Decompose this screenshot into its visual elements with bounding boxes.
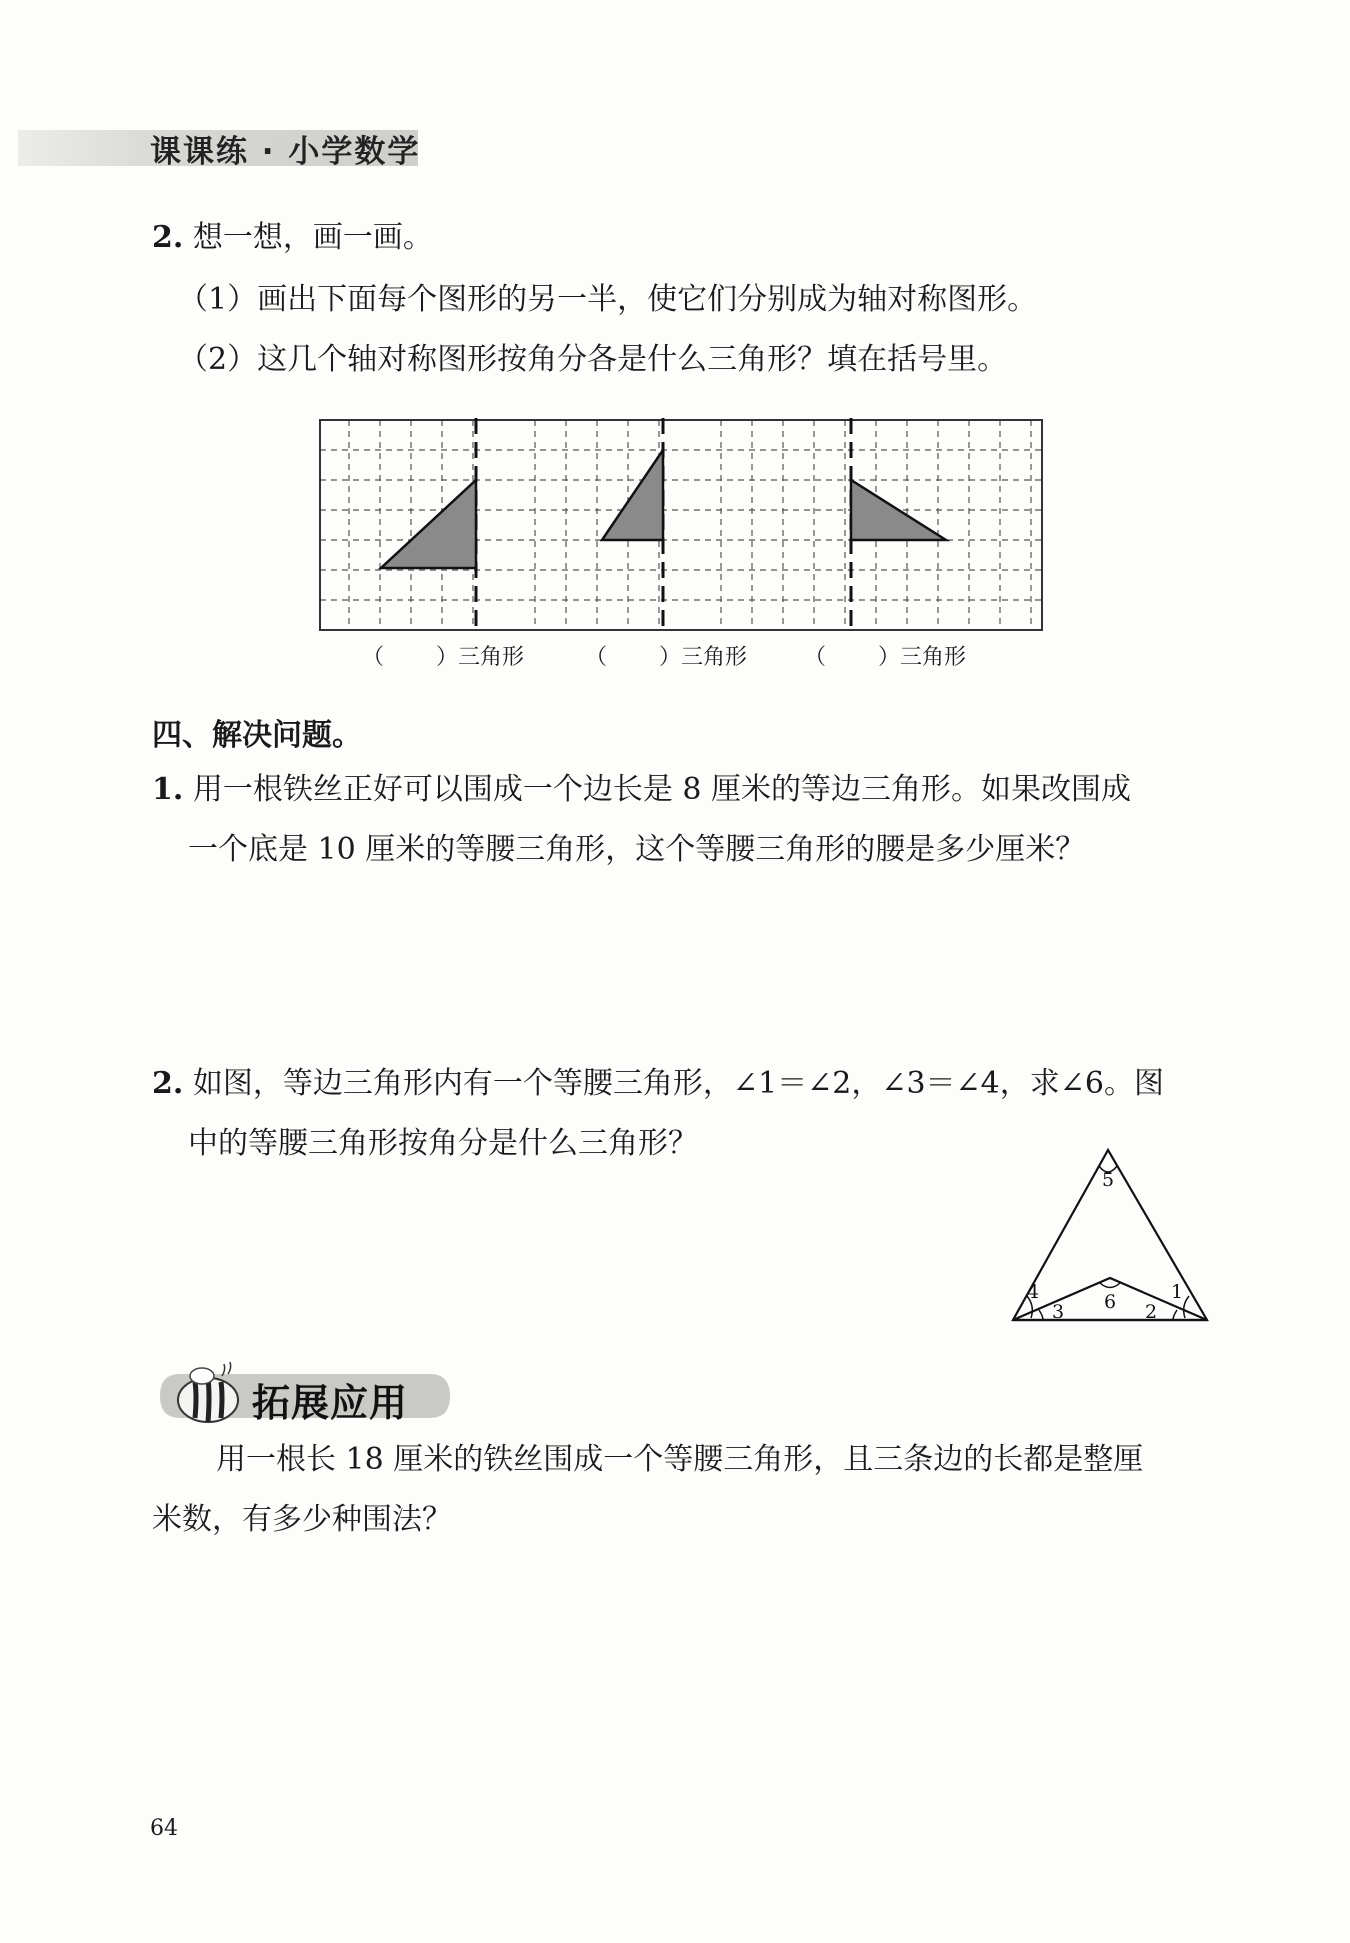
extension-line2: 米数，有多少种围法？	[152, 1502, 452, 1537]
section-4-title: 四、解决问题。	[152, 718, 362, 753]
triangle-diagram	[1005, 1140, 1219, 1326]
problem-2-line1: 2. 如图，等边三角形内有一个等腰三角形，∠1＝∠2，∠3＝∠4，求∠6。图	[152, 1066, 1164, 1101]
problem-1-line2: 一个底是 10 厘米的等腰三角形，这个等腰三角形的腰是多少厘米？	[188, 832, 1086, 867]
half-triangle-1	[381, 480, 476, 568]
problem-1-number: 1.	[152, 772, 184, 807]
q2-part2: （2）这几个轴对称图形按角分各是什么三角形？填在括号里。	[178, 342, 1008, 377]
half-triangle-3	[851, 480, 946, 540]
angle-label-3: 3	[1052, 1301, 1065, 1323]
arc-6	[1100, 1283, 1120, 1288]
arc-2	[1173, 1310, 1177, 1320]
answer-blank-1[interactable]: （ ）三角形	[362, 645, 525, 670]
header-title: 课课练 · 小学数学	[150, 134, 421, 170]
angle-label-1: 1	[1171, 1281, 1184, 1303]
half-triangle-2	[602, 450, 663, 540]
problem-2-line2: 中的等腰三角形按角分是什么三角形？	[188, 1126, 698, 1161]
problem-1-line1: 1. 用一根铁丝正好可以围成一个边长是 8 厘米的等边三角形。如果改围成	[152, 772, 1132, 807]
page-number: 64	[150, 1816, 178, 1841]
q2-title: 想一想，画一画。	[192, 220, 433, 255]
answer-blank-3[interactable]: （ ）三角形	[804, 645, 967, 670]
badge-title: 拓展应用	[252, 1381, 409, 1425]
extension-line1: 用一根长 18 厘米的铁丝围成一个等腰三角形，且三条边的长都是整厘	[216, 1442, 1144, 1477]
extension-badge	[150, 1356, 460, 1436]
q2-number: 2.	[152, 220, 184, 255]
angle-label-2: 2	[1145, 1301, 1158, 1323]
angle-label-5: 5	[1102, 1169, 1115, 1191]
arc-1	[1184, 1296, 1189, 1318]
arc-3	[1039, 1310, 1043, 1320]
angle-label-4: 4	[1027, 1281, 1040, 1303]
problem-2-number: 2.	[152, 1066, 184, 1101]
answer-blank-2[interactable]: （ ）三角形	[585, 645, 748, 670]
q2-part1: （1）画出下面每个图形的另一半，使它们分别成为轴对称图形。	[178, 282, 1038, 317]
symmetry-grid[interactable]	[318, 418, 1044, 632]
q2-heading	[152, 218, 433, 258]
angle-label-6: 6	[1104, 1291, 1117, 1313]
